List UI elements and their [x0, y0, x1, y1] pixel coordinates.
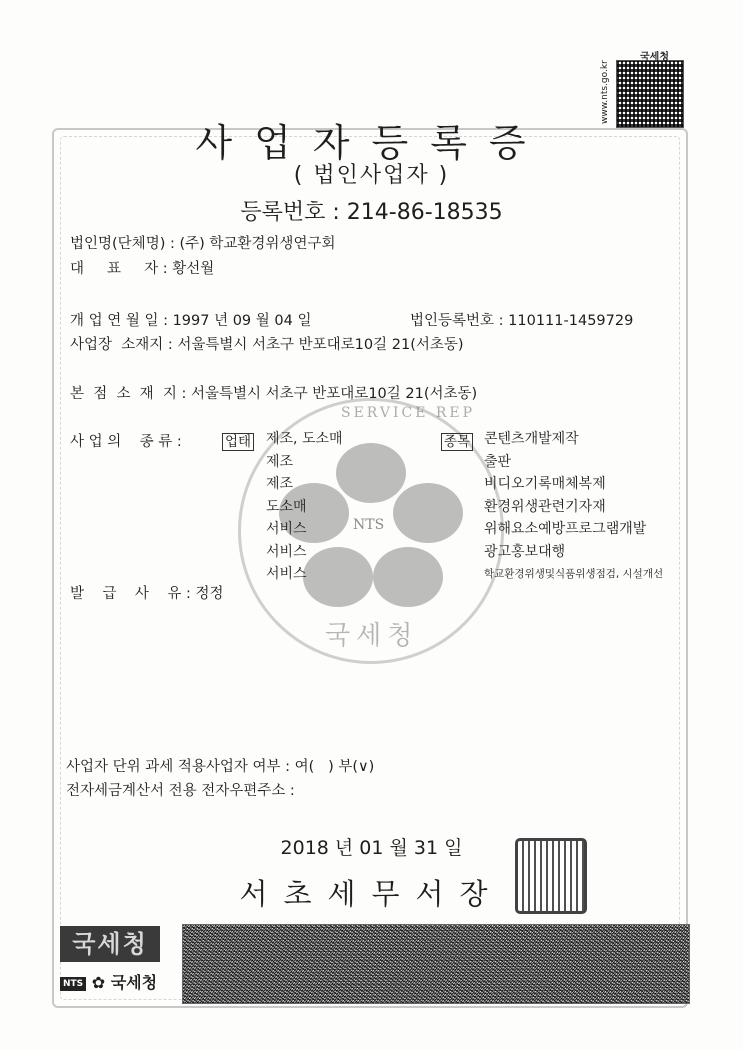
business-item: 출판 — [484, 453, 512, 470]
nts-logo-mark: NTS — [60, 977, 86, 991]
watermark-center: NTS — [353, 517, 385, 533]
representative-row — [70, 257, 214, 278]
unit-tax-value: 여( ) 부(∨) — [294, 759, 375, 775]
issue-date: 2018 년 01 월 31 일 — [280, 837, 463, 859]
qr-badge: 국세청 — [640, 52, 669, 63]
business-type-label: 사 업 의 종 류 : — [70, 434, 182, 450]
business-type: 제조 — [266, 476, 294, 492]
document-subtitle: ( 법인사업자 ) — [293, 163, 450, 188]
email-row — [66, 779, 295, 800]
issue-reason-label: 발 급 사 유 : — [70, 586, 191, 602]
corp-name-row — [70, 232, 335, 253]
document-title: 사업자등록증 — [195, 121, 548, 165]
registration-number — [0, 195, 743, 226]
open-date-row — [70, 309, 311, 330]
representative-value: 황선월 — [172, 261, 215, 277]
business-item: 광고홍보대행 — [484, 543, 566, 560]
open-date-value: 1997 년 09 월 04 일 — [172, 313, 312, 329]
watermark-top: SERVICE REP — [341, 405, 476, 421]
issue-reason-value: 정정 — [195, 586, 224, 602]
business-type: 도소매 — [266, 498, 307, 515]
official-seal — [515, 838, 587, 914]
business-item: 위해요소예방프로그램개발 — [484, 521, 647, 537]
site-value: 서울특별시 서초구 반포대로10길 21(서초동) — [177, 337, 464, 353]
site-row — [70, 333, 464, 354]
qr-url: www.nts.go.kr — [600, 60, 610, 124]
registration-number-value: 214-86-18535 — [346, 200, 503, 225]
unit-tax-label: 사업자 단위 과세 적용사업자 여부 : — [66, 759, 291, 775]
representative-label: 대 표 자 : — [70, 261, 168, 277]
business-type: 제조 — [266, 453, 294, 470]
nts-logo — [60, 970, 157, 993]
corp-name-value: (주) 학교환경위생연구회 — [179, 236, 336, 252]
business-type: 서비스 — [266, 566, 307, 582]
watermark-bottom: 국세청 — [325, 621, 419, 651]
business-item: 학교환경위생및식품위생점검, 시설개선 — [484, 568, 664, 580]
business-item: 비디오기록매체복제 — [484, 476, 606, 492]
business-type: 서비스 — [266, 543, 307, 560]
watermark-petal — [336, 443, 406, 503]
corp-reg-label: 법인등록번호 : — [410, 313, 504, 329]
security-barcode — [182, 924, 690, 1004]
item-tag: 종목 — [441, 433, 473, 451]
corp-name-label: 법인명(단체명) : — [70, 236, 175, 252]
site-label: 사업장 소재지 : — [70, 337, 173, 353]
unit-tax-row — [66, 755, 374, 776]
business-item: 환경위생관련기자재 — [484, 498, 606, 515]
corp-reg-row — [410, 309, 633, 330]
nts-badge: 국세청 — [60, 926, 160, 962]
business-type: 서비스 — [266, 521, 307, 537]
flower-icon: ✿ — [91, 973, 106, 992]
tax-office: 서초세무서장 — [239, 877, 504, 911]
registration-number-label: 등록번호 : — [240, 200, 340, 225]
business-items — [484, 428, 663, 586]
open-date-label: 개 업 연 월 일 : — [70, 313, 168, 329]
business-type: 제조, 도소매 — [266, 431, 343, 447]
corp-reg-value: 110111-1459729 — [508, 313, 634, 329]
hq-value: 서울특별시 서초구 반포대로10길 21(서초동) — [191, 386, 478, 402]
type-tag: 업태 — [222, 433, 254, 451]
hq-label: 본 점 소 재 지 : — [70, 386, 187, 402]
issue-reason-row — [70, 582, 223, 603]
type-tag-wrap — [222, 430, 254, 450]
hq-row — [70, 382, 477, 403]
business-types — [266, 428, 343, 586]
watermark-petal — [393, 483, 463, 543]
nts-logo-text: 국세청 — [110, 973, 158, 992]
item-tag-wrap — [441, 430, 473, 450]
business-item: 콘텐츠개발제작 — [484, 431, 579, 447]
watermark-petal — [373, 547, 443, 607]
email-label: 전자세금계산서 전용 전자우편주소 : — [66, 783, 295, 799]
